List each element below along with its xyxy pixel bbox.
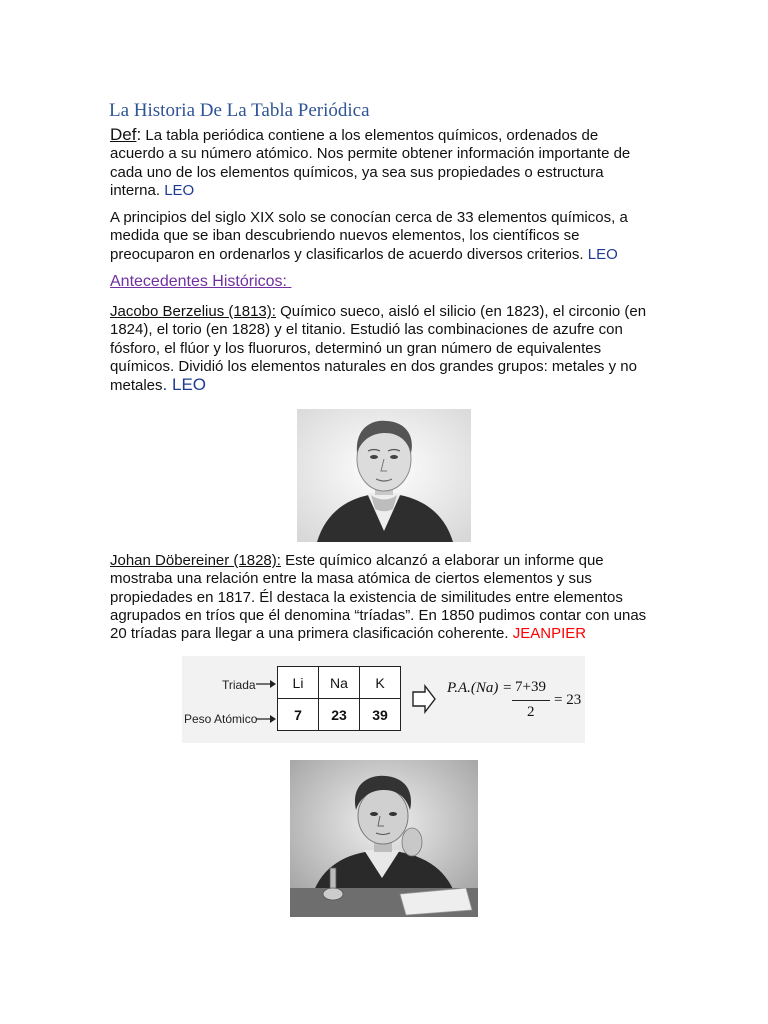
weight-row-label: Peso Atómico [184,712,258,726]
intro-author: LEO [587,245,618,263]
fraction-bar [512,700,550,701]
page-title: La Historia De La Tabla Periódica [109,100,370,121]
definition-author: LEO [164,181,195,199]
intro-text: A principios del siglo XIX solo se conocían cerca de 33 elementos químicos, a medida que se iban descubriendo nuevos elementos, los científicos se preocuparon en ordenarlos y clasificarlos de acuerdo diversos criterios. [110,209,628,263]
definition-text: La tabla periódica contiene a los elementos químicos, ordenados de acuerdo a su número atómico. Nos permite obtener información importante de cada uno de los elementos químicos, ya sea sus propiedades o estructura interna. [110,127,631,199]
triad-weight-k: 39 [360,699,401,731]
triad-symbol-na: Na [319,667,360,699]
arrow-icon [256,678,278,690]
table-row [278,667,401,699]
formula-result: = 23 [554,692,582,708]
definition-colon: : [136,125,142,144]
dobereiner-text: Este químico alcanzó a elaborar un informe que mostraba una relación entre la masa atómica de ciertos elementos y sus propiedades en 1817. Él destaca la existencia de similitudes entre elementos agrupados en tríos que él denomina “tríadas”. En 1850 pudimos contar con unas 20 tríadas para llegar a una primera clasificación coherente. [110,552,647,643]
triad-row-label: Triada [222,678,256,692]
formula-numerator: 7+39 [515,679,546,695]
berzelius-name: Jacobo Berzelius (1813): [110,303,276,320]
berzelius-portrait [297,409,471,542]
dobereiner-name: Johan Döbereiner (1828): [110,552,281,569]
triad-weight-na: 23 [319,699,360,731]
implies-arrow-icon [411,684,437,714]
berzelius-end: . [162,375,172,395]
definition-label: Def [110,125,137,144]
dobereiner-author: JEANPIER [512,625,587,643]
triad-symbol-k: K [360,667,401,699]
triad-table [277,666,401,731]
section-heading: Antecedentes Históricos: [110,273,292,290]
triad-symbol-li: Li [278,667,319,699]
formula-denominator: 2 [527,704,535,720]
definition-paragraph [110,126,655,200]
formula-lhs: P.A.(Na) = [447,680,513,696]
berzelius-author: LEO [171,375,207,395]
table-row [278,699,401,731]
arrow-icon [256,713,278,725]
berzelius-paragraph [110,303,655,395]
triad-weight-li: 7 [278,699,319,731]
intro-paragraph [110,209,655,264]
berzelius-text: Químico sueco, aisló el silicio (en 1823), el circonio (en 1824), el torio (en 1828) y el titanio. Estudió las combinaciones de azufre con fósforo, el flúor y los fluoruros, determinó un gran número de equivalentes químicos. Dividió los elementos naturales en dos grandes grupos: metales y no metales [110,303,647,395]
dobereiner-portrait [290,760,478,917]
dobereiner-paragraph [110,552,655,643]
